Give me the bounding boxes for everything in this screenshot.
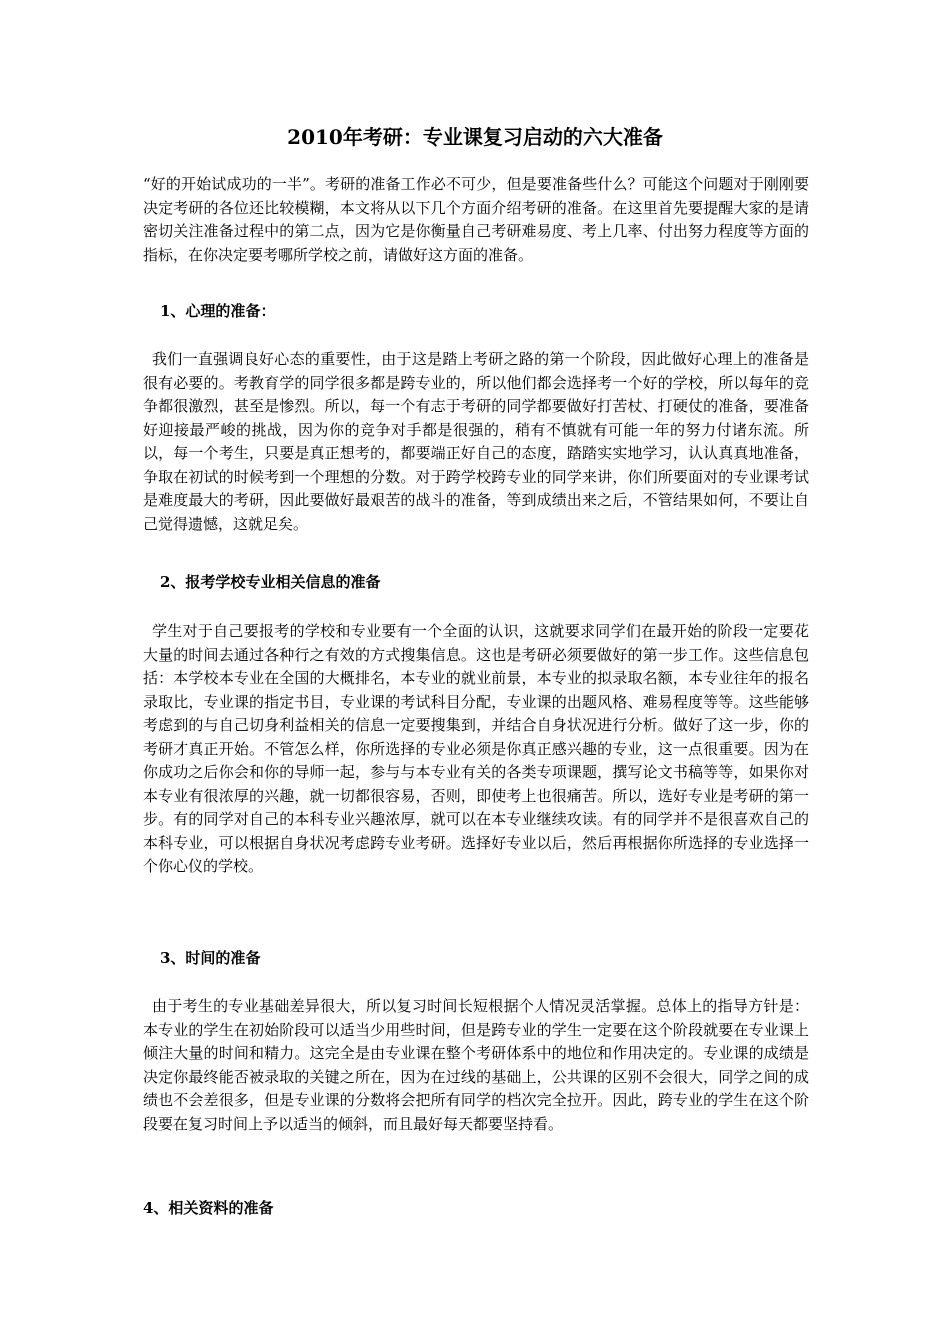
section-paragraph-1: 我们一直强调良好心态的重要性，由于这是踏上考研之路的第一个阶段，因此做好心理上的准备是很有必要的。考教育学的同学很多都是跨专业的，所以他们都会选择考一个好的学校，所以每年的竞争都很激烈，甚至是惨烈。所以，每一个有志于考研的同学都要做好打苦杖、打硬仗的准备，要准备好迎接最严峻的挑战，因为你的竞争对手都是很强的，稍有不慎就有可能一年的努力付诸东流。所以，每一个考生，只要是真正想考的，都要端正好自己的态度，踏踏实实地学习，认认真真地准备，争取在初试的时候考到一个理想的分数。对于跨学校跨专业的同学来讲，你们所要面对的专业课考试是难度最大的考研，因此要做好最艰苦的战斗的准备，等到成绩出来之后，不管结果如何，不要让自己觉得遗憾，这就足矣。 (143, 350, 809, 533)
section-heading-3: 3、时间的准备 (160, 949, 261, 967)
section-paragraph-3: 由于考生的专业基础差异很大，所以复习时间长短根据个人情况灵活掌握。总体上的指导方针是：本专业的学生在初始阶段可以适当少用些时间，但是跨专业的学生一定要在这个阶段就要在专业课上倾注大量的时间和精力。这完全是由专业课在整个考研体系中的地位和作用决定的。专业课的成绩是决定你最终能否被录取的关键之所在，因为在过线的基础上，公共课的区别不会很大，同学之间的成绩也不会差很多，但是专业课的分数将会把所有同学的档次完全拉开。因此，跨专业的学生在这个阶段要在复习时间上予以适当的倾斜，而且最好每天都要坚持看。 (143, 997, 809, 1133)
section-heading-2: 2、报考学校专业相关信息的准备 (160, 573, 381, 591)
section-heading-4: 4、相关资料的准备 (143, 1199, 274, 1217)
document-title: 2010年考研：专业课复习启动的六大准备 (287, 125, 663, 149)
intro-paragraph: “好的开始试成功的一半”。考研的准备工作必不可少，但是要准备些什么？可能这个问题对于刚刚要决定考研的各位还比较模糊，本文将从以下几个方面介绍考研的准备。在这里首先要提醒大家的是请密切关注准备过程中的第二点，因为它是你衡量自己考研难易度、考上几率、付出努力程度等方面的指标，在你决定要考哪所学校之前，请做好这方面的准备。 (143, 175, 809, 264)
section-heading-1: 1、心理的准备： (160, 302, 276, 320)
section-paragraph-2: 学生对于自己要报考的学校和专业要有一个全面的认识，这就要求同学们在最开始的阶段一定要花大量的时间去通过各种行之有效的方式搜集信息。这也是考研必须要做好的第一步工作。这些信息包括：本学校本专业在全国的大概排名，本专业的就业前景，本专业的拟录取名额，本专业往年的报名录取比，专业课的指定书目，专业课的考试科目分配，专业课的出题风格、难易程度等等。这些能够考虑到的与自己切身利益相关的信息一定要搜集到，并结合自身状况进行分析。做好了这一步，你的考研才真正开始。不管怎么样，你所选择的专业必须是你真正感兴趣的专业，这一点很重要。因为在你成功之后你会和你的导师一起，参与与本专业有关的各类专项课题，撰写论文书稿等等，如果你对本专业有很浓厚的兴趣，就一切都很容易，否则，即使考上也很痛苦。所以，选好专业是考研的第一步。有的同学对自己的本科专业兴趣浓厚，就可以在本专业继续攻读。有的同学并不是很喜欢自己的本科专业，可以根据自身状况考虑跨专业考研。选择好专业以后，然后再根据你所选择的专业选择一个你心仪的学校。 (143, 622, 809, 875)
